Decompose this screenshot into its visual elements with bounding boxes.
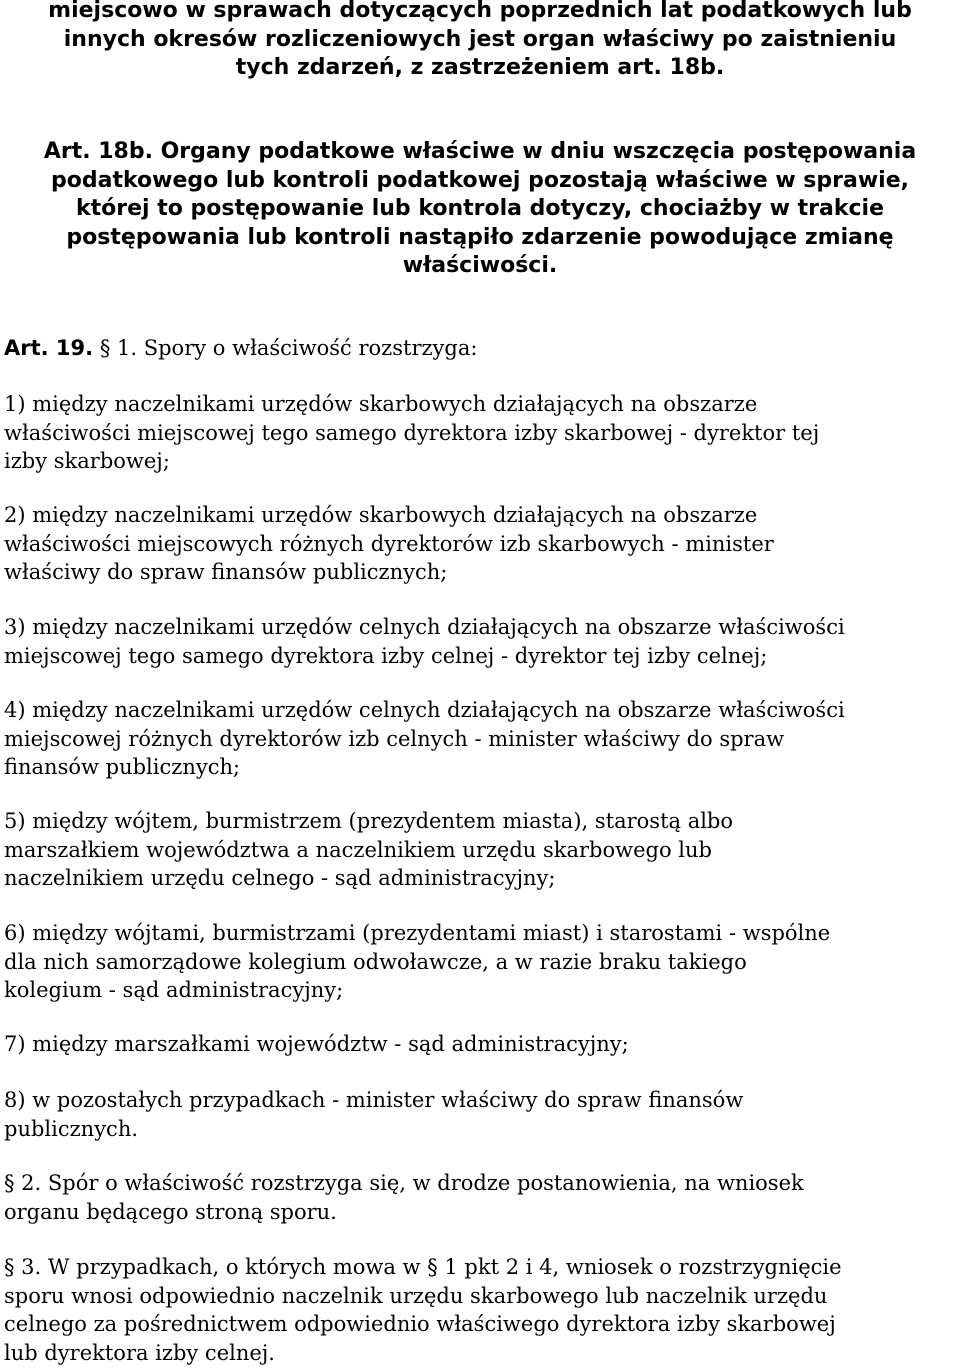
intro-paragraph: miejscowo w sprawach dotyczących poprzednich lat podatkowych lub innych okresów rozliczeniowych jest organ właściwy po zaistnieniu tych zdarzeń, z zastrzeżeniem art. 18b.	[48, 0, 912, 80]
list-item-5: 5) między wójtem, burmistrzem (prezydentem miasta), starostą albo marszałkiem województwa a naczelnikiem urzędu skarbowego lub naczelnikiem urzędu celnego - sąd administracyjny;	[4, 809, 734, 890]
section-2-paragraph: § 2. Spór o właściwość rozstrzyga się, w drodze postanowienia, na wniosek organu będącego stroną sporu.	[4, 1171, 804, 1224]
section-3-paragraph: § 3. W przypadkach, o których mowa w § 1 pkt 2 i 4, wniosek o rozstrzygnięcie sporu wnosi odpowiednio naczelnik urzędu skarbowego lub naczelnik urzędu celnego za pośrednictwem odpowiednio właściwego dyrektora izby skarbowej lub dyrektora izby celnej.	[4, 1255, 842, 1365]
article-19-label: Art. 19.	[4, 336, 94, 360]
section-marker: §	[99, 336, 111, 360]
list-item-2: 2) między naczelnikami urzędów skarbowych działających na obszarze właściwości miejscowych różnych dyrektorów izb skarbowych - minister właściwy do spraw finansów publicznych;	[4, 503, 774, 584]
article-19-heading-line	[4, 334, 477, 363]
list-item-3: 3) między naczelnikami urzędów celnych działających na obszarze właściwości miejscowej tego samego dyrektora izby celnej - dyrektor tej izby celnej;	[4, 615, 845, 668]
article-19-section-1-text: 1. Spory o właściwość rozstrzyga:	[117, 336, 478, 360]
article-18b-paragraph: Art. 18b. Organy podatkowe właściwe w dniu wszczęcia postępowania podatkowego lub kontroli podatkowej pozostają właściwe w sprawie, której to postępowanie lub kontrola dotyczy, chociażby w trakcie postępowania lub kontroli nastąpiło zdarzenie powodujące zmianę właściwości.	[43, 139, 917, 278]
list-item-8: 8) w pozostałych przypadkach - minister właściwy do spraw finansów publicznych.	[4, 1088, 744, 1141]
list-item-6: 6) między wójtami, burmistrzami (prezydentami miast) i starostami - wspólne dla nich samorządowe kolegium odwoławcze, a w razie braku takiego kolegium - sąd administracyjny;	[4, 921, 831, 1002]
list-item-7: 7) między marszałkami województw - sąd administracyjny;	[4, 1032, 629, 1056]
list-item-4: 4) między naczelnikami urzędów celnych działających na obszarze właściwości miejscowej różnych dyrektorów izb celnych - minister właściwy do spraw finansów publicznych;	[4, 698, 845, 779]
list-item-1: 1) między naczelnikami urzędów skarbowych działających na obszarze właściwości miejscowej tego samego dyrektora izby skarbowej - dyrektor tej izby skarbowej;	[4, 392, 820, 473]
